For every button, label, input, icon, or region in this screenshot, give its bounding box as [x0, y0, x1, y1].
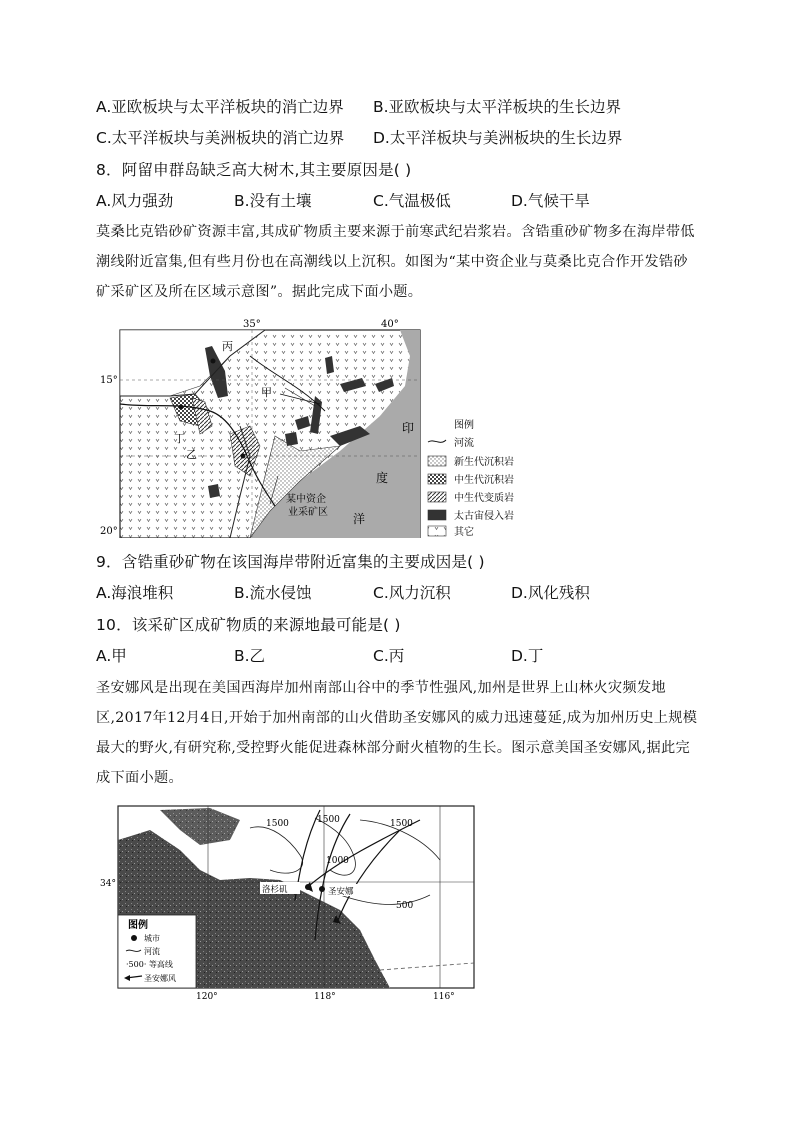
contour-1500-c: 1500 [390, 819, 413, 829]
label-yi: 乙 [186, 448, 197, 461]
mine-label-1: 某中资企 [286, 494, 326, 505]
point-bing [211, 359, 216, 364]
lat-20: 20° [100, 526, 118, 537]
q7-option-b: B.亚欧板块与太平洋板块的生长边界 [373, 98, 622, 116]
q7-option-c: C.太平洋板块与美洲板块的消亡边界 [96, 129, 345, 147]
q10-option-c: C.丙 [373, 647, 405, 665]
point-ding [179, 405, 184, 410]
q7-option-a: A.亚欧板块与太平洋板块的消亡边界 [96, 98, 344, 116]
legend-other: 其它 [454, 527, 474, 538]
legend2-contour: ·500· 等高线 [126, 960, 173, 969]
q8-question: 8．阿留申群岛缺乏高大树木,其主要原因是( ) [96, 161, 412, 179]
label-ding: 丁 [174, 432, 185, 445]
lon-116: 116° [433, 992, 455, 1000]
legend-river: 河流 [454, 438, 474, 449]
q10-option-b: B.乙 [234, 647, 266, 665]
river-symbol [428, 440, 446, 442]
legend-mesozoic-sed: 中生代沉积岩 [454, 475, 514, 486]
label-jia: 甲 [261, 386, 272, 399]
contour-1500-b: 1500 [317, 815, 340, 825]
q9-option-c: C.风力沉积 [373, 584, 451, 602]
q9-option-a: A.海浪堆积 [96, 584, 174, 602]
q8-option-a: A.风力强劲 [96, 192, 174, 210]
lat-15: 15° [100, 375, 118, 386]
legend-title: 图例 [454, 420, 474, 431]
legend-archean: 太古宙侵入岩 [454, 511, 514, 522]
legend2-river: 河流 [144, 947, 160, 956]
santa-ana-map [100, 800, 480, 1000]
passage-santa-ana: 圣安娜风是出现在美国西海岸加州南部山谷中的季节性强风,加州是世界上山林火灾频发地区,2017年12月4日,开始于加州南部的山火借助圣安娜风的威力迅速蔓延,成为加州历史上规模最大的野火,有研究称,受控野火能促进森林部分耐火植物的生长。图示意美国圣安娜风,据此完成下面小题。 [96, 680, 698, 786]
q9-option-b: B.流水侵蚀 [234, 584, 312, 602]
city-santa-ana-label: 圣安娜 [328, 887, 354, 897]
q10-option-a: A.甲 [96, 647, 127, 665]
legend-mesozoic-meta: 中生代变质岩 [454, 493, 514, 504]
lon-118: 118° [314, 992, 336, 1000]
passage-zircon: 莫桑比克锆砂矿资源丰富,其成矿物质主要来源于前寒武纪岩浆岩。含锆重砂矿物多在海岸带低潮线附近富集,但有些月份也在高潮线以上沉积。如图为“某中资企业与莫桑比克合作开发锆砂矿采矿区及所在区域示意图”。据此完成下面小题。 [96, 224, 695, 300]
mine-label-2: 业采矿区 [288, 507, 328, 518]
lon-35: 35° [243, 319, 261, 330]
contour-1000: 1000 [326, 856, 349, 866]
mozambique-map [100, 316, 540, 538]
legend2-city: 城市 [144, 934, 160, 943]
map1-legend [428, 418, 514, 538]
lat-34: 34° [100, 879, 116, 889]
city-dot-la [305, 884, 311, 890]
point-yi [241, 454, 246, 459]
legend2-wind: 圣安娜风 [144, 974, 176, 983]
q9-option-d: D.风化残积 [511, 584, 590, 602]
contour-1500-a: 1500 [266, 819, 289, 829]
q8-option-b: B.没有土壤 [234, 192, 312, 210]
legend-cenozoic: 新生代沉积岩 [454, 457, 514, 468]
ocean-label-1: 印 [402, 421, 415, 435]
q9-question: 9．含锆重砂矿物在该国海岸带附近富集的主要成因是( ) [96, 553, 485, 571]
q10-question: 10．该采矿区成矿物质的来源地最可能是( ) [96, 616, 401, 634]
city-dot-santa-ana [319, 886, 325, 892]
contour-500: 500 [396, 901, 414, 911]
ocean-label-2: 度 [376, 471, 389, 485]
q8-option-d: D.气候干旱 [511, 192, 590, 210]
city-la-label: 洛杉矶 [262, 885, 288, 895]
q7-option-d: D.太平洋板块与美洲板块的生长边界 [373, 129, 623, 147]
q10-option-d: D.丁 [511, 647, 544, 665]
label-bing: 丙 [222, 340, 233, 353]
lon-120: 120° [196, 992, 218, 1000]
lon-40: 40° [381, 319, 399, 330]
ocean-label-3: 洋 [353, 512, 366, 526]
legend2-title: 图例 [128, 920, 148, 931]
q8-option-c: C.气温极低 [373, 192, 451, 210]
